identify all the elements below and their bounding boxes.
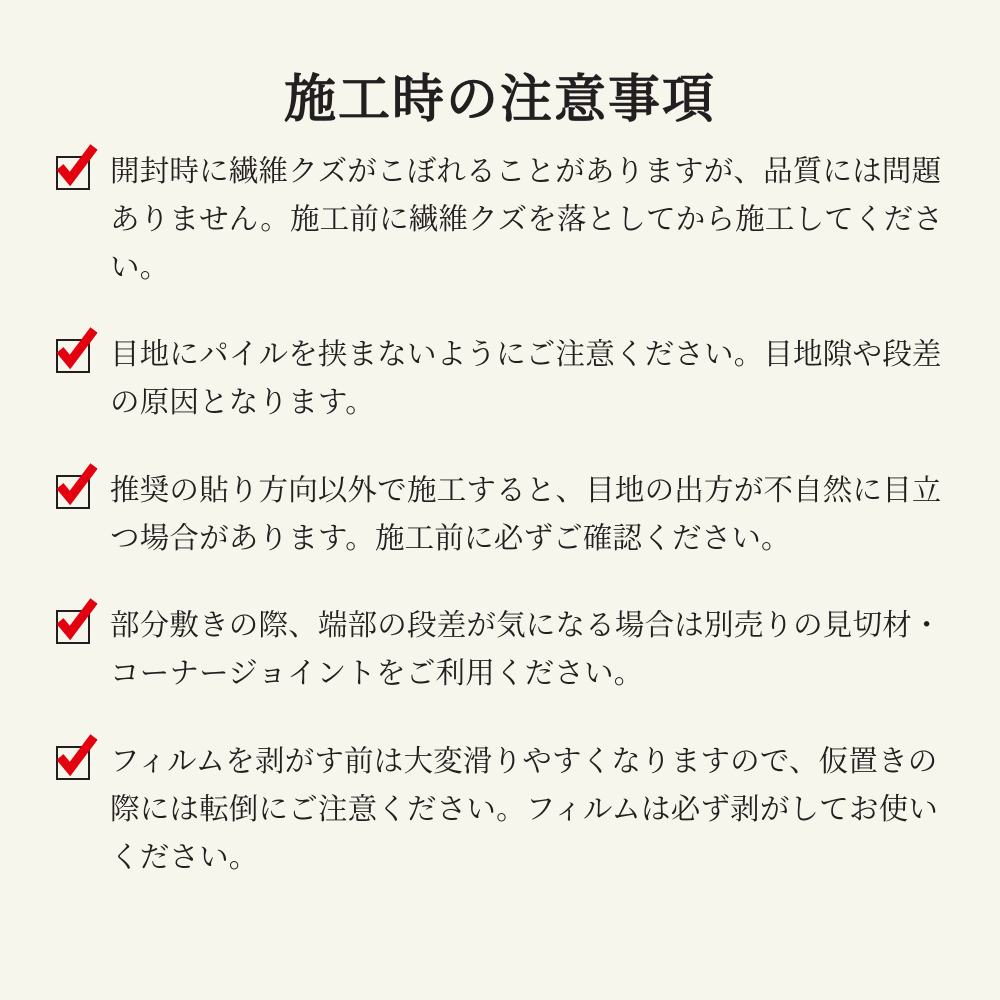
list-item: [56, 331, 956, 427]
checkbox-checked-icon: [56, 475, 90, 509]
note-text: 部分敷きの際、端部の段差が気になる場合は別売りの見切材・コーナージョイントをご利用ください。: [110, 608, 942, 691]
note-text: 目地にパイルを挟まないようにご注意ください。目地隙や段差の原因となります。: [110, 337, 942, 420]
notes-list: [56, 148, 956, 921]
page-title: 施工時の注意事項: [283, 69, 716, 130]
checkbox-checked-icon: [56, 610, 90, 644]
list-item: [56, 738, 956, 881]
note-text: 推奨の貼り方向以外で施工すると、目地の出方が不自然に目立つ場合があります。施工前に必ずご確認ください。: [110, 472, 942, 555]
note-text: フィルムを剥がす前は大変滑りやすくなりますので、仮置きの際には転倒にご注意ください。フィルムは必ず剥がしてお使いください。: [110, 744, 939, 874]
checkbox-checked-icon: [56, 746, 90, 780]
note-text: 開封時に繊維クズがこぼれることがありますが、品質には問題ありません。施工前に繊維クズを落としてから施工してください。: [110, 154, 944, 284]
list-item: [56, 148, 956, 291]
list-item: [56, 602, 956, 698]
list-item: [56, 467, 956, 563]
checkbox-checked-icon: [56, 156, 90, 190]
checkbox-checked-icon: [56, 339, 90, 373]
